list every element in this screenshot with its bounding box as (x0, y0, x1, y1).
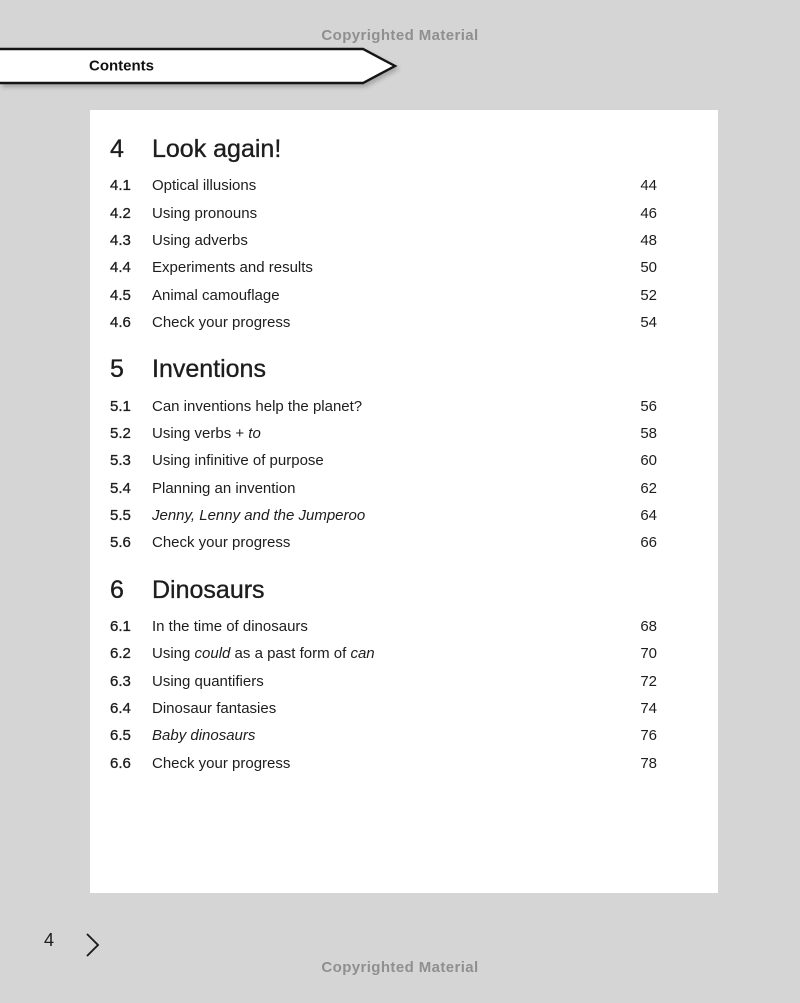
toc-row (110, 420, 657, 447)
toc-item-title (152, 232, 627, 249)
toc-row (110, 613, 657, 640)
toc-item-page: 68 (640, 617, 657, 635)
title-segment: Check your progress (152, 534, 291, 552)
title-segment: In the time of dinosaurs (152, 617, 308, 635)
toc-item-title (152, 205, 627, 222)
toc-row (110, 447, 657, 474)
toc-item-page: 78 (640, 754, 657, 772)
toc-item-title (152, 425, 627, 442)
contents-banner (0, 46, 400, 86)
section-number: 5 (110, 355, 124, 384)
toc-item-number: 4.5 (110, 286, 131, 304)
toc-item-page: 50 (640, 259, 657, 277)
section-rows (110, 172, 657, 336)
toc-item-title (152, 480, 627, 497)
section-heading (110, 575, 657, 605)
toc-item-number: 5.3 (110, 452, 131, 470)
toc-item-page: 76 (640, 727, 657, 745)
title-segment: Using quantifiers (152, 672, 264, 690)
toc-item-number: 6.1 (110, 617, 131, 635)
toc-row (110, 502, 657, 529)
toc-item-page: 56 (640, 397, 657, 415)
title-segment: Using adverbs (152, 231, 248, 249)
toc-item-number: 4.3 (110, 231, 131, 249)
title-segment: to (248, 424, 261, 442)
title-segment: Using (152, 645, 195, 663)
toc-item-number: 5.1 (110, 397, 131, 415)
title-segment: Check your progress (152, 314, 291, 332)
toc-item-page: 72 (640, 672, 657, 690)
toc-item-number: 5.5 (110, 507, 131, 525)
section-title: Dinosaurs (152, 575, 265, 604)
toc-item-title (152, 259, 627, 276)
toc-row (110, 640, 657, 667)
toc-item-title (152, 534, 627, 551)
section-title: Look again! (152, 135, 282, 163)
toc-row (110, 282, 657, 309)
toc-item-number: 6.5 (110, 727, 131, 745)
toc-item-number: 4.1 (110, 177, 131, 195)
toc-item-page: 46 (640, 204, 657, 222)
toc-item-title (152, 700, 627, 717)
toc-row (110, 392, 657, 419)
toc-row (110, 722, 657, 749)
next-page-chevron-icon (83, 932, 103, 958)
banner-label: Contents (89, 57, 154, 75)
toc-item-title (152, 398, 627, 415)
toc-item-number: 5.2 (110, 424, 131, 442)
title-segment: Using infinitive of purpose (152, 452, 324, 470)
title-segment: Using pronouns (152, 204, 258, 222)
title-segment: Planning an invention (152, 479, 296, 497)
title-segment: Animal camouflage (152, 286, 280, 304)
toc-item-title (152, 645, 627, 662)
toc-item-number: 5.4 (110, 479, 131, 497)
toc-item-title (152, 618, 627, 635)
toc-item-page: 60 (640, 452, 657, 470)
toc-item-title (152, 755, 627, 772)
title-segment: could (194, 645, 231, 663)
toc-row (110, 475, 657, 502)
toc-item-page: 54 (640, 314, 657, 332)
toc-item-number: 4.2 (110, 204, 131, 222)
section-rows (110, 613, 657, 777)
title-segment: Jenny, Lenny and the Jumperoo (152, 507, 366, 525)
title-segment: can (350, 645, 375, 663)
toc-item-number: 6.4 (110, 700, 131, 718)
title-segment: Check your progress (152, 754, 291, 772)
toc-item-title (152, 673, 627, 690)
title-segment: as a past form of (230, 645, 351, 663)
toc-row (110, 172, 657, 199)
toc-item-page: 64 (640, 507, 657, 525)
toc-item-number: 6.3 (110, 672, 131, 690)
title-segment: Baby dinosaurs (152, 727, 256, 745)
toc-item-page: 70 (640, 645, 657, 663)
toc-item-number: 6.2 (110, 645, 131, 663)
toc-row (110, 254, 657, 281)
section-heading (110, 134, 657, 164)
toc-item-title (152, 507, 627, 524)
toc-row (110, 199, 657, 226)
title-segment: Using verbs + (152, 424, 249, 442)
title-segment: Experiments and results (152, 259, 313, 277)
toc-item-number: 4.4 (110, 259, 131, 277)
toc-section (110, 134, 657, 336)
top-watermark: Copyrighted Material (321, 27, 479, 44)
contents-card (90, 110, 718, 893)
toc-item-title (152, 727, 627, 744)
toc-item-page: 66 (640, 534, 657, 552)
bottom-watermark: Copyrighted Material (321, 959, 479, 976)
toc-item-title (152, 452, 627, 469)
toc-item-page: 52 (640, 286, 657, 304)
banner-arrow-shape (0, 46, 400, 86)
toc-row (110, 695, 657, 722)
toc-item-number: 4.6 (110, 314, 131, 332)
toc-section (110, 354, 657, 556)
toc-item-page: 58 (640, 424, 657, 442)
section-rows (110, 392, 657, 556)
toc-item-title (152, 287, 627, 304)
toc-row (110, 309, 657, 336)
section-number: 4 (110, 135, 124, 163)
toc-section (110, 575, 657, 777)
title-segment: Optical illusions (152, 177, 257, 195)
footer-page-number: 4 (44, 930, 55, 950)
toc-item-page: 62 (640, 479, 657, 497)
section-title: Inventions (152, 355, 266, 384)
section-number: 6 (110, 575, 124, 604)
toc-item-number: 5.6 (110, 534, 131, 552)
toc-item-title (152, 177, 627, 194)
toc-item-title (152, 314, 627, 331)
toc-row (110, 667, 657, 694)
toc-item-number: 6.6 (110, 754, 131, 772)
toc-row (110, 750, 657, 777)
title-segment: Dinosaur fantasies (152, 700, 277, 718)
title-segment: Can inventions help the planet? (152, 397, 363, 415)
toc-row (110, 529, 657, 556)
toc-item-page: 74 (640, 700, 657, 718)
section-heading (110, 354, 657, 384)
toc-item-page: 44 (640, 177, 657, 195)
toc-item-page: 48 (640, 231, 657, 249)
toc-row (110, 227, 657, 254)
